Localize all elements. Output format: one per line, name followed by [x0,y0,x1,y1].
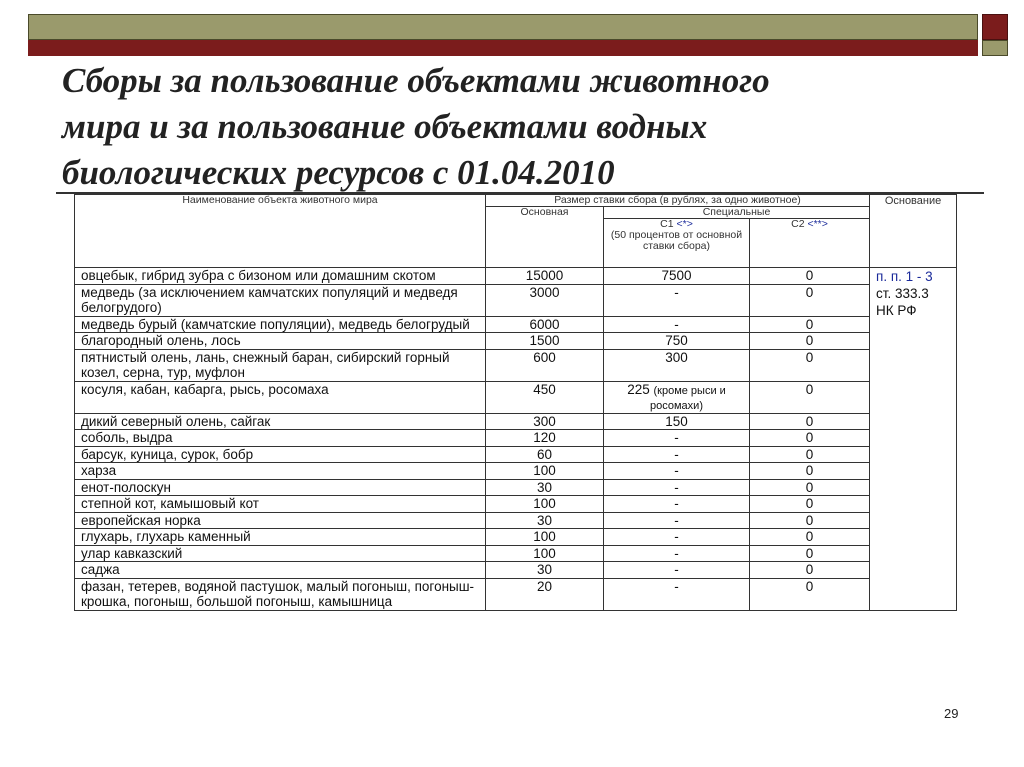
animal-name-cell: улар кавказский [75,545,486,562]
table-row [75,413,957,430]
c1-rate-value: - [674,316,679,332]
c1-rate-cell [604,545,750,562]
c2-rate-cell: 0 [750,268,870,285]
table-row [75,463,957,480]
table-row [75,562,957,579]
c1-rate-value: - [674,562,679,577]
table-row [75,349,957,381]
animal-name-cell: овцебык, гибрид зубра с бизоном или домашним скотом [75,268,486,285]
c2-rate-cell: 0 [750,463,870,480]
c2-rate-cell: 0 [750,496,870,513]
c1-rate-note: (кроме рыси и росомахи) [650,384,726,412]
animal-name-cell: благородный олень, лось [75,333,486,350]
c1-rate-cell [604,381,750,413]
c1-rate-cell [604,463,750,480]
c1-rate-value: 7500 [661,268,692,283]
table-row [75,284,957,316]
top-decor-bar [28,14,978,40]
animal-name-cell: барсук, куница, сурок, бобр [75,446,486,463]
animal-name-cell: пятнистый олень, лань, снежный баран, сибирский горный козел, серна, тур, муфлон [75,349,486,381]
title-line-2: мира и за пользование объектами водных [62,107,708,146]
table-row [75,529,957,546]
header-c1-note: (50 процентов от основной ставки сбора) [610,229,743,252]
main-rate-cell: 6000 [486,316,604,333]
c2-rate-cell: 0 [750,479,870,496]
main-rate-cell: 120 [486,430,604,447]
main-rate-cell: 300 [486,413,604,430]
main-rate-cell: 450 [486,381,604,413]
title-line-3: биологических ресурсов с 01.04.2010 [62,153,615,192]
header-c2-mark: <**> [807,218,828,230]
table-row [75,496,957,513]
slide-title [62,58,962,196]
c1-rate-value: - [674,512,679,528]
header-main: Основная [486,207,604,268]
c1-rate-value: 300 [665,349,688,365]
c1-rate-value: - [674,578,679,594]
animal-name-cell: косуля, кабан, кабарга, рысь, росомаха [75,381,486,413]
table-row [75,381,957,413]
c2-rate-cell: 0 [750,512,870,529]
c1-rate-cell [604,349,750,381]
c2-rate-cell: 0 [750,284,870,316]
main-rate-cell: 30 [486,512,604,529]
c1-rate-value: - [674,545,679,561]
c1-rate-cell [604,284,750,316]
c1-rate-cell [604,268,750,285]
table-row [75,545,957,562]
header-c2 [750,219,870,268]
corner-square-olive [982,40,1008,56]
c2-rate-cell: 0 [750,430,870,447]
c1-rate-value: - [674,529,679,544]
c1-rate-value: - [674,446,679,462]
table-row [75,446,957,463]
c1-rate-cell [604,562,750,579]
c1-rate-cell [604,333,750,350]
table-row [75,316,957,333]
animal-name-cell: европейская норка [75,512,486,529]
animal-name-cell: степной кот, камышовый кот [75,496,486,513]
header-special: Специальные [604,207,870,219]
c2-rate-cell: 0 [750,349,870,381]
c1-rate-value: - [674,479,679,495]
c1-rate-cell [604,529,750,546]
basis-link[interactable]: п. п. 1 - 3 [876,269,933,284]
main-rate-cell: 3000 [486,284,604,316]
c1-rate-cell [604,512,750,529]
c2-rate-cell: 0 [750,545,870,562]
c1-rate-value: 750 [665,333,688,348]
table-row [75,430,957,447]
top-decor-bar-red [28,40,978,56]
c2-rate-cell: 0 [750,381,870,413]
table-row [75,578,957,610]
animal-name-cell: саджа [75,562,486,579]
header-c1-label: С1 [660,218,674,230]
c1-rate-value: - [674,284,679,300]
animal-name-cell: глухарь, глухарь каменный [75,529,486,546]
main-rate-cell: 60 [486,446,604,463]
title-line-1: Сборы за пользование объектами животного [62,61,770,100]
basis-cell [870,268,957,611]
header-c1-mark: <*> [676,218,693,230]
page-number: 29 [944,706,959,721]
header-name: Наименование объекта животного мира [75,195,486,268]
c1-rate-cell [604,316,750,333]
c2-rate-cell: 0 [750,562,870,579]
c1-rate-cell [604,446,750,463]
animal-name-cell: харза [75,463,486,480]
header-c2-label: С2 [791,218,805,230]
main-rate-cell: 100 [486,545,604,562]
table-row [75,479,957,496]
main-rate-cell: 600 [486,349,604,381]
main-rate-cell: 15000 [486,268,604,285]
c1-rate-value: - [674,463,679,478]
table-row [75,333,957,350]
c2-rate-cell: 0 [750,413,870,430]
corner-square-red [982,14,1008,40]
animal-name-cell: дикий северный олень, сайгак [75,413,486,430]
c2-rate-cell: 0 [750,316,870,333]
animal-name-cell: медведь (за исключением камчатских популяций и медведя белогрудого) [75,284,486,316]
header-rate: Размер ставки сбора (в рублях, за одно животное) [486,195,870,207]
header-c1 [604,219,750,268]
main-rate-cell: 1500 [486,333,604,350]
table-row [75,512,957,529]
c1-rate-value: 225 [627,381,650,397]
c1-rate-cell [604,430,750,447]
header-basis: Основание [870,195,957,268]
table-row [75,268,957,285]
animal-name-cell: фазан, тетерев, водяной пастушок, малый погоныш, погоныш-крошка, погоныш, большой погоныш, камышница [75,578,486,610]
c1-rate-cell [604,479,750,496]
c2-rate-cell: 0 [750,333,870,350]
c1-rate-cell [604,578,750,610]
fees-table [74,194,957,611]
main-rate-cell: 20 [486,578,604,610]
c1-rate-value: - [674,496,679,511]
c2-rate-cell: 0 [750,578,870,610]
c1-rate-cell [604,413,750,430]
animal-name-cell: медведь бурый (камчатские популяции), медведь белогрудый [75,316,486,333]
main-rate-cell: 100 [486,496,604,513]
animal-name-cell: енот-полоскун [75,479,486,496]
main-rate-cell: 100 [486,463,604,480]
main-rate-cell: 100 [486,529,604,546]
c1-rate-cell [604,496,750,513]
animal-name-cell: соболь, выдра [75,430,486,447]
c2-rate-cell: 0 [750,529,870,546]
main-rate-cell: 30 [486,562,604,579]
c2-rate-cell: 0 [750,446,870,463]
main-rate-cell: 30 [486,479,604,496]
c1-rate-value: - [674,430,679,445]
basis-text: ст. 333.3 НК РФ [876,286,929,318]
c1-rate-value: 150 [665,413,688,429]
